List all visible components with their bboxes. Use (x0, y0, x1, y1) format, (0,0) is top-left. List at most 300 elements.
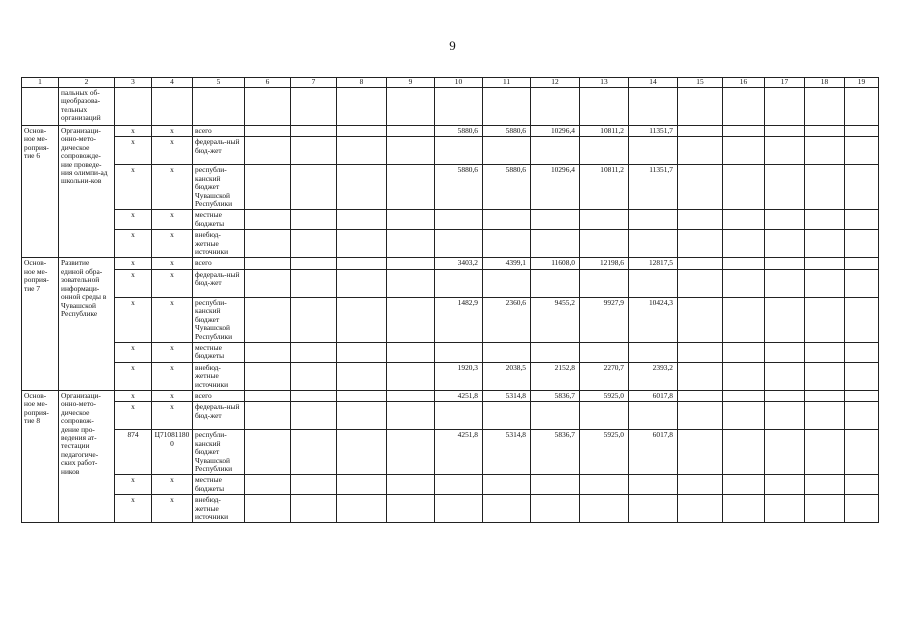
cell (678, 210, 723, 230)
cell (531, 88, 580, 126)
header-cell: 4 (152, 78, 193, 88)
cell (387, 230, 435, 258)
value-cell: 2270,7 (580, 362, 629, 390)
cell (245, 258, 291, 269)
header-cell: 2 (59, 78, 115, 88)
value-cell (531, 210, 580, 230)
value-cell (531, 137, 580, 165)
header-cell: 11 (483, 78, 531, 88)
cell (845, 258, 879, 269)
value-cell: 12198,6 (580, 258, 629, 269)
cell (245, 137, 291, 165)
value-cell (483, 210, 531, 230)
grbs-code-cell: х (115, 402, 152, 430)
cell (337, 88, 387, 126)
cell (765, 430, 805, 475)
header-cell: 6 (245, 78, 291, 88)
header-cell: 13 (580, 78, 629, 88)
value-cell (435, 495, 483, 523)
grbs-code-cell: х (115, 342, 152, 362)
cell (387, 342, 435, 362)
cell (678, 165, 723, 210)
cell (337, 165, 387, 210)
grbs-code-cell: х (115, 297, 152, 342)
csr-code-cell: х (152, 210, 193, 230)
header-cell: 9 (387, 78, 435, 88)
csr-code-cell: х (152, 297, 193, 342)
cell (678, 137, 723, 165)
header-cell: 14 (629, 78, 678, 88)
funding-source-cell: внебюд-жетные источники (193, 495, 245, 523)
cell (845, 402, 879, 430)
value-cell: 5880,6 (483, 165, 531, 210)
value-cell (483, 137, 531, 165)
table-row (22, 210, 879, 230)
value-cell: 5880,6 (483, 126, 531, 137)
header-cell: 19 (845, 78, 879, 88)
cell (845, 430, 879, 475)
value-cell: 1920,3 (435, 362, 483, 390)
cell (805, 258, 845, 269)
value-cell: 5880,6 (435, 126, 483, 137)
value-cell: 9927,9 (580, 297, 629, 342)
funding-source-cell: местные бюджеты (193, 210, 245, 230)
cell (765, 390, 805, 401)
cell (805, 269, 845, 297)
value-cell (435, 402, 483, 430)
cell (723, 475, 765, 495)
cell (387, 430, 435, 475)
value-cell (531, 475, 580, 495)
value-cell: 9455,2 (531, 297, 580, 342)
cell (387, 495, 435, 523)
cell (387, 390, 435, 401)
cell (805, 495, 845, 523)
cell (245, 165, 291, 210)
header-cell: 1 (22, 78, 59, 88)
header-cell: 10 (435, 78, 483, 88)
cell (678, 390, 723, 401)
cell (291, 402, 337, 430)
table-row (22, 230, 879, 258)
funding-source-cell: республи-канский бюджет Чувашской Республики (193, 430, 245, 475)
value-cell (435, 230, 483, 258)
event-title: Основ-ное ме-роприя-тие 6 (22, 126, 59, 258)
cell (765, 475, 805, 495)
grbs-code-cell: х (115, 137, 152, 165)
cell (291, 88, 337, 126)
cell (805, 475, 845, 495)
value-cell (531, 495, 580, 523)
value-cell (435, 137, 483, 165)
value-cell (483, 269, 531, 297)
value-cell: 5314,8 (483, 430, 531, 475)
cell (723, 165, 765, 210)
cell (291, 342, 337, 362)
value-cell (580, 402, 629, 430)
cell (765, 342, 805, 362)
csr-code-cell: х (152, 402, 193, 430)
grbs-code-cell: х (115, 269, 152, 297)
cell (723, 258, 765, 269)
cell (291, 297, 337, 342)
page-number: 9 (449, 38, 456, 53)
cell (245, 390, 291, 401)
value-cell: 5925,0 (580, 430, 629, 475)
cell (765, 88, 805, 126)
cell (387, 210, 435, 230)
value-cell: 1482,9 (435, 297, 483, 342)
value-cell: 10296,4 (531, 126, 580, 137)
csr-code-cell: х (152, 362, 193, 390)
funding-source-cell: всего (193, 258, 245, 269)
csr-code-cell: х (152, 342, 193, 362)
value-cell (580, 495, 629, 523)
cell (245, 342, 291, 362)
cell (245, 269, 291, 297)
table-row (22, 165, 879, 210)
funding-source-cell: федераль-ный бюд-жет (193, 269, 245, 297)
table-row (22, 495, 879, 523)
cell (678, 126, 723, 137)
cell (291, 269, 337, 297)
cell (765, 210, 805, 230)
cell (723, 342, 765, 362)
cell (678, 402, 723, 430)
value-cell (580, 342, 629, 362)
cell (337, 297, 387, 342)
value-cell (435, 269, 483, 297)
header-cell: 15 (678, 78, 723, 88)
cell (845, 165, 879, 210)
cell (387, 88, 435, 126)
value-cell (629, 475, 678, 495)
cell (723, 269, 765, 297)
value-cell (531, 402, 580, 430)
csr-code-cell: х (152, 126, 193, 137)
cell (805, 342, 845, 362)
table-row (22, 137, 879, 165)
funding-source-cell: республи-канский бюджет Чувашской Республики (193, 165, 245, 210)
cell (805, 430, 845, 475)
value-cell (531, 342, 580, 362)
funding-source-cell: федераль-ный бюд-жет (193, 402, 245, 430)
cell (723, 430, 765, 475)
cell (291, 475, 337, 495)
funding-source-cell: всего (193, 390, 245, 401)
cell (387, 165, 435, 210)
cell (845, 297, 879, 342)
cell (337, 402, 387, 430)
cell (805, 88, 845, 126)
header-cell: 7 (291, 78, 337, 88)
cell (291, 230, 337, 258)
cell (845, 230, 879, 258)
csr-code-cell: х (152, 390, 193, 401)
header-cell: 18 (805, 78, 845, 88)
cell (723, 390, 765, 401)
grbs-code-cell: х (115, 390, 152, 401)
cell (765, 165, 805, 210)
cell (845, 475, 879, 495)
cell (291, 495, 337, 523)
grbs-code-cell: х (115, 126, 152, 137)
cell (723, 297, 765, 342)
table-row (22, 390, 879, 401)
cell (435, 88, 483, 126)
value-cell (483, 495, 531, 523)
header-cell: 12 (531, 78, 580, 88)
value-cell (629, 495, 678, 523)
grbs-code-cell: х (115, 258, 152, 269)
value-cell (629, 137, 678, 165)
cell (805, 126, 845, 137)
header-cell: 3 (115, 78, 152, 88)
grbs-code-cell: х (115, 210, 152, 230)
cell (765, 269, 805, 297)
grbs-code-cell: х (115, 230, 152, 258)
csr-code-cell: х (152, 258, 193, 269)
grbs-code-cell: х (115, 165, 152, 210)
value-cell (629, 402, 678, 430)
value-cell: 2152,8 (531, 362, 580, 390)
budget-table (21, 77, 879, 523)
cell (845, 88, 879, 126)
cell (805, 297, 845, 342)
value-cell: 4399,1 (483, 258, 531, 269)
cell (678, 269, 723, 297)
cell (193, 88, 245, 126)
cell (765, 258, 805, 269)
value-cell (580, 269, 629, 297)
value-cell (580, 137, 629, 165)
value-cell: 6017,8 (629, 390, 678, 401)
cell (723, 137, 765, 165)
cell (678, 475, 723, 495)
cell (337, 362, 387, 390)
cell (845, 390, 879, 401)
cell (291, 390, 337, 401)
cell (337, 269, 387, 297)
funding-source-cell: внебюд-жетные источники (193, 362, 245, 390)
cell (580, 88, 629, 126)
cell (723, 402, 765, 430)
header-cell: 8 (337, 78, 387, 88)
cell (291, 258, 337, 269)
funding-source-cell: местные бюджеты (193, 342, 245, 362)
value-cell (483, 342, 531, 362)
cell (387, 402, 435, 430)
cell (291, 165, 337, 210)
cell (387, 269, 435, 297)
cell (291, 210, 337, 230)
cell (765, 297, 805, 342)
cell (291, 430, 337, 475)
csr-code-cell: х (152, 495, 193, 523)
cell (629, 88, 678, 126)
header-cell: 17 (765, 78, 805, 88)
cell (387, 137, 435, 165)
csr-code-cell: х (152, 475, 193, 495)
value-cell: 5925,0 (580, 390, 629, 401)
value-cell (580, 475, 629, 495)
continuation-row (22, 88, 879, 126)
value-cell: 5836,7 (531, 390, 580, 401)
value-cell: 6017,8 (629, 430, 678, 475)
value-cell (483, 230, 531, 258)
value-cell: 4251,8 (435, 430, 483, 475)
cell (387, 475, 435, 495)
cell (22, 88, 59, 126)
value-cell (629, 210, 678, 230)
cell (723, 230, 765, 258)
funding-source-cell: всего (193, 126, 245, 137)
csr-code-cell: х (152, 137, 193, 165)
value-cell (483, 402, 531, 430)
cell (115, 88, 152, 126)
value-cell: 11351,7 (629, 126, 678, 137)
cell (337, 137, 387, 165)
cell (678, 230, 723, 258)
cell (245, 230, 291, 258)
cell (387, 362, 435, 390)
cell (337, 342, 387, 362)
cell (845, 210, 879, 230)
cell (337, 230, 387, 258)
value-cell: 5836,7 (531, 430, 580, 475)
value-cell: 5314,8 (483, 390, 531, 401)
cell (805, 402, 845, 430)
grbs-code-cell: х (115, 362, 152, 390)
table-row (22, 475, 879, 495)
cell (678, 297, 723, 342)
cell (387, 126, 435, 137)
value-cell: 2393,2 (629, 362, 678, 390)
event-title: Основ-ное ме-роприя-тие 8 (22, 390, 59, 522)
value-cell: 10811,2 (580, 165, 629, 210)
header-cell: 5 (193, 78, 245, 88)
cell (765, 230, 805, 258)
table-row (22, 269, 879, 297)
value-cell (435, 342, 483, 362)
cell (723, 88, 765, 126)
cell (337, 126, 387, 137)
cell (337, 430, 387, 475)
value-cell: 3403,2 (435, 258, 483, 269)
cell (723, 210, 765, 230)
cell (337, 390, 387, 401)
cell (337, 210, 387, 230)
cell (245, 475, 291, 495)
cell (765, 362, 805, 390)
value-cell (580, 210, 629, 230)
grbs-code-cell: 874 (115, 430, 152, 475)
value-cell (629, 342, 678, 362)
cell (245, 210, 291, 230)
csr-code-cell: х (152, 230, 193, 258)
funding-source-cell: федераль-ный бюд-жет (193, 137, 245, 165)
value-cell (629, 269, 678, 297)
cell (805, 390, 845, 401)
csr-code-cell: х (152, 269, 193, 297)
cell (337, 495, 387, 523)
cell (845, 362, 879, 390)
cell (845, 495, 879, 523)
funding-source-cell: внебюд-жетные источники (193, 230, 245, 258)
header-row (22, 78, 879, 88)
value-cell (483, 475, 531, 495)
value-cell (531, 230, 580, 258)
cell (723, 126, 765, 137)
value-cell: 10811,2 (580, 126, 629, 137)
value-cell: 11351,7 (629, 165, 678, 210)
event-name: Развитие единой обра-зовательной информаци-онной среды в Чувашской Республике (59, 258, 115, 390)
cell (291, 362, 337, 390)
funding-source-cell: республи-канский бюджет Чувашской Республики (193, 297, 245, 342)
value-cell: 5880,6 (435, 165, 483, 210)
value-cell: 10296,4 (531, 165, 580, 210)
cell (765, 402, 805, 430)
csr-code-cell: х (152, 165, 193, 210)
cell (483, 88, 531, 126)
cell (765, 495, 805, 523)
cell (337, 258, 387, 269)
grbs-code-cell: х (115, 475, 152, 495)
value-cell: 2038,5 (483, 362, 531, 390)
funding-source-cell: местные бюджеты (193, 475, 245, 495)
value-cell: 10424,3 (629, 297, 678, 342)
cell (845, 126, 879, 137)
table-row (22, 126, 879, 137)
cell (845, 342, 879, 362)
event-title: Основ-ное ме-роприя-тие 7 (22, 258, 59, 390)
table-row (22, 297, 879, 342)
cell (678, 362, 723, 390)
event-name: Организаци-онно-мето-дическое сопровожде-ние проведе-ния олимпи-ад школьни-ков (59, 126, 115, 258)
table-row (22, 258, 879, 269)
header-cell: 16 (723, 78, 765, 88)
cell (845, 269, 879, 297)
value-cell: 11608,0 (531, 258, 580, 269)
cell (245, 362, 291, 390)
cell (387, 297, 435, 342)
cell (245, 126, 291, 137)
table-row (22, 342, 879, 362)
event-name: Организаци-онно-мето-дическое сопровож-дение про-ведения ат-тестации педагогиче-ских работ-ников (59, 390, 115, 522)
value-cell: 4251,8 (435, 390, 483, 401)
value-cell (531, 269, 580, 297)
grbs-code-cell: х (115, 495, 152, 523)
cell (678, 495, 723, 523)
value-cell (435, 210, 483, 230)
cell (805, 362, 845, 390)
cell (805, 137, 845, 165)
cell (245, 430, 291, 475)
cell (678, 342, 723, 362)
table-row (22, 402, 879, 430)
cell (291, 126, 337, 137)
cell (245, 402, 291, 430)
value-cell (629, 230, 678, 258)
cell (678, 258, 723, 269)
cell (765, 126, 805, 137)
cell (723, 362, 765, 390)
cell (765, 137, 805, 165)
cell (805, 230, 845, 258)
cell (245, 495, 291, 523)
value-cell (580, 230, 629, 258)
value-cell (435, 475, 483, 495)
